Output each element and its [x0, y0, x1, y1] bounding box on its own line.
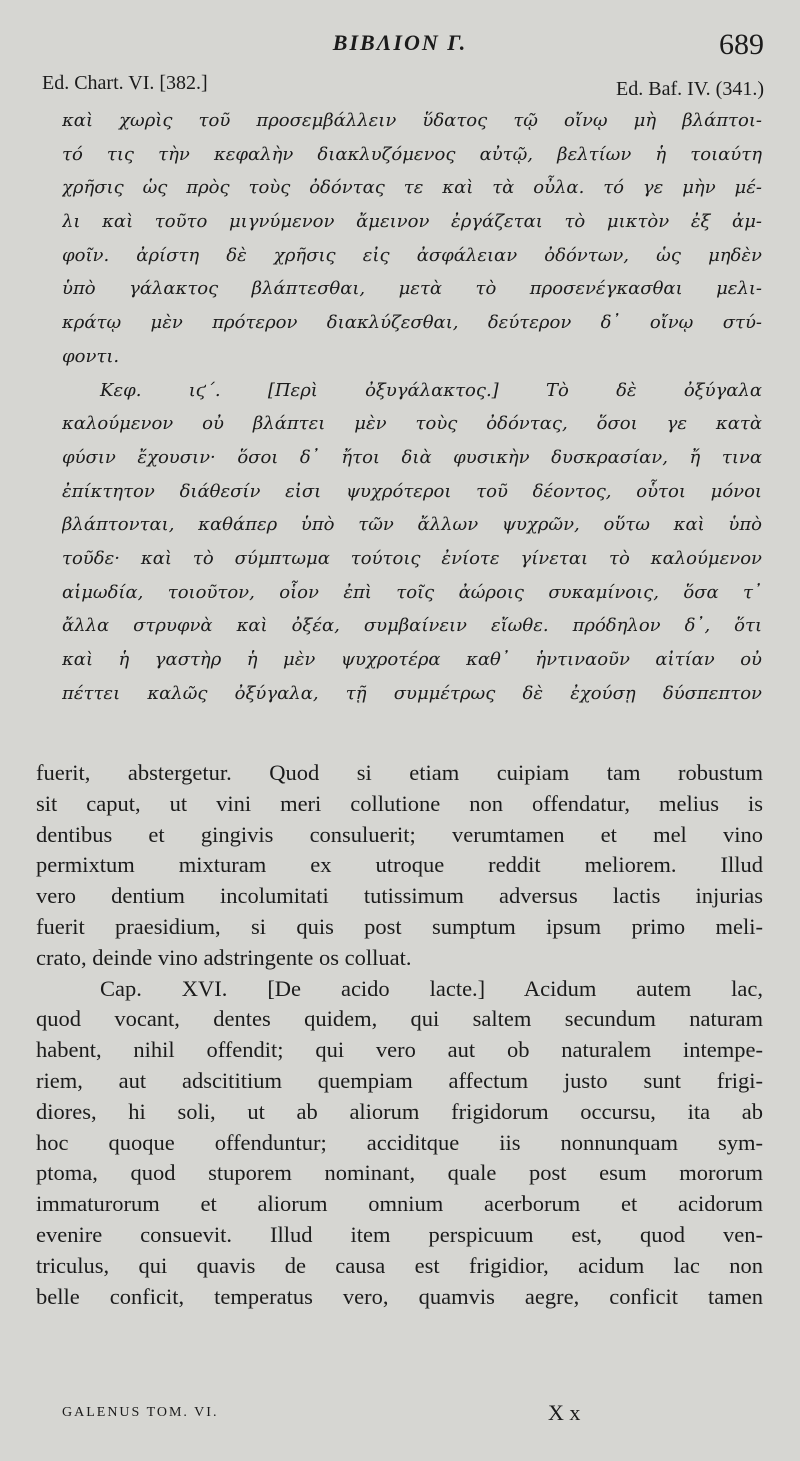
- greek-line: φοῖν. ἀρίστη δὲ χρῆσις εἰς ἀσφάλειαν ὀδόντων, ὡς μηδὲν: [62, 244, 762, 266]
- greek-line: καὶ ἡ γαστὴρ ἡ μὲν ψυχροτέρα καθ᾽ ἡντιναοῦν αἰτίαν οὐ: [62, 649, 762, 670]
- latin-chapter-heading: Cap. XVI. [De acido lacte.] Acidum autem lac,: [100, 975, 763, 1001]
- latin-line: fuerit praesidium, si quis post sumptum ipsum primo meli-: [36, 913, 763, 939]
- latin-line: ptoma, quod stuporem nominant, quale post esum mororum: [36, 1160, 763, 1186]
- greek-line: πέττει καλῶς ὀξύγαλα, τῇ συμμέτρως δὲ ἐχούσῃ δύσπεπτον: [62, 682, 762, 704]
- greek-line: αἱμωδία, τοιοῦτον, οἷον ἐπὶ τοῖς ἀώροις συκαμίνοις, ὅσα τ᾽: [62, 581, 762, 603]
- latin-line: triculus, qui quavis de causa est frigidior, acidum lac non: [36, 1252, 763, 1278]
- greek-line: βλάπτονται, καθάπερ ὑπὸ τῶν ἄλλων ψυχρῶν, οὕτω καὶ ὑπὸ: [62, 514, 762, 536]
- greek-line: χρῆσις ὡς πρὸς τοὺς ὀδόντας τε καὶ τὰ οὖλα. τό γε μὴν μέ-: [62, 177, 762, 199]
- greek-line: ἐπίκτητον διάθεσίν εἰσι ψυχρότεροι τοῦ δέοντος, οὗτοι μόνοι: [62, 480, 762, 502]
- greek-line: τό τις τὴν κεφαλὴν διακλυζόμενος αὐτῷ, βελτίων ἡ τοιαύτη: [62, 143, 762, 165]
- latin-line: habent, nihil offendit; qui vero aut ob naturalem intempe-: [36, 1037, 763, 1063]
- latin-line: riem, aut adscititium quempiam affectum justo sunt frigi-: [36, 1067, 763, 1093]
- edition-reference-right: Ed. Baf. IV. (341.): [616, 78, 764, 100]
- greek-line: φοντι.: [62, 345, 120, 367]
- greek-line: καὶ χωρὶς τοῦ προσεμβάλλειν ὕδατος τῷ οἴνῳ μὴ βλάπτοι-: [62, 110, 762, 131]
- latin-text-block: [36, 758, 763, 1312]
- greek-line: καλούμενον οὐ βλάπτει μὲν τοὺς ὀδόντας, ὅσοι γε κατὰ: [62, 413, 762, 435]
- footer-signature: GALENUS TOM. VI.: [62, 1405, 219, 1420]
- latin-line: fuerit, abstergetur. Quod si etiam cuipiam tam robustum: [36, 760, 763, 785]
- latin-line: diores, hi soli, ut ab aliorum frigidorum occursu, ita ab: [36, 1098, 763, 1124]
- latin-line: sit caput, ut vini meri collutione non offendatur, melius is: [36, 790, 763, 816]
- greek-line: ὑπὸ γάλακτος βλάπτεσθαι, μετὰ τὸ προσενέγκασθαι μελι-: [62, 278, 762, 300]
- greek-line: λι καὶ τοῦτο μιγνύμενον ἄμεινον ἐργάζεται τὸ μικτὸν ἐξ ἀμ-: [62, 211, 762, 233]
- gathering-mark: X x: [548, 1400, 581, 1425]
- latin-line: permixtum mixturam ex utroque reddit meliorem. Illud: [36, 852, 763, 878]
- latin-line: crato, deinde vino adstringente os colluat.: [36, 944, 412, 970]
- greek-line: ἄλλα στρυφνὰ καὶ ὀξέα, συμβαίνειν εἴωθε. πρόδηλον δ᾽, ὅτι: [62, 615, 762, 637]
- edition-reference-left: Ed. Chart. VI. [382.]: [42, 72, 208, 94]
- latin-line: immaturorum et aliorum omnium acerborum et acidorum: [36, 1191, 763, 1217]
- latin-line: dentibus et gingivis consuluerit; verumtamen et mel vino: [36, 821, 763, 847]
- latin-line: evenire consuevit. Illud item perspicuum est, quod ven-: [36, 1221, 763, 1247]
- running-title: BIBΛΙΟΝ Γ.: [332, 30, 468, 55]
- latin-line: belle conficit, temperatus vero, quamvis aegre, conficit tamen: [36, 1283, 763, 1309]
- latin-line: vero dentium incolumitati tutissimum adversus lactis injurias: [36, 883, 763, 909]
- page-number: 689: [719, 28, 764, 61]
- greek-chapter-heading: Κεφ. ιϛ΄. [Περὶ ὀξυγάλακτος.] Τὸ δὲ ὀξύγαλα: [100, 379, 762, 401]
- greek-line: τοῦδε· καὶ τὸ σύμπτωμα τούτοις ἐνίοτε γίνεται τὸ καλούμενον: [62, 547, 762, 569]
- greek-line: κράτῳ μὲν πρότερον διακλύζεσθαι, δεύτερον δ᾽ οἴνῳ στύ-: [62, 312, 762, 334]
- latin-line: quod vocant, dentes quidem, qui saltem secundum naturam: [36, 1006, 763, 1032]
- greek-text-block: [62, 104, 762, 710]
- greek-line: φύσιν ἔχουσιν· ὅσοι δ᾽ ἤτοι διὰ φυσικὴν δυσκρασίαν, ἤ τινα: [62, 446, 762, 468]
- latin-line: hoc quoque offenduntur; acciditque iis nonnunquam sym-: [36, 1129, 763, 1155]
